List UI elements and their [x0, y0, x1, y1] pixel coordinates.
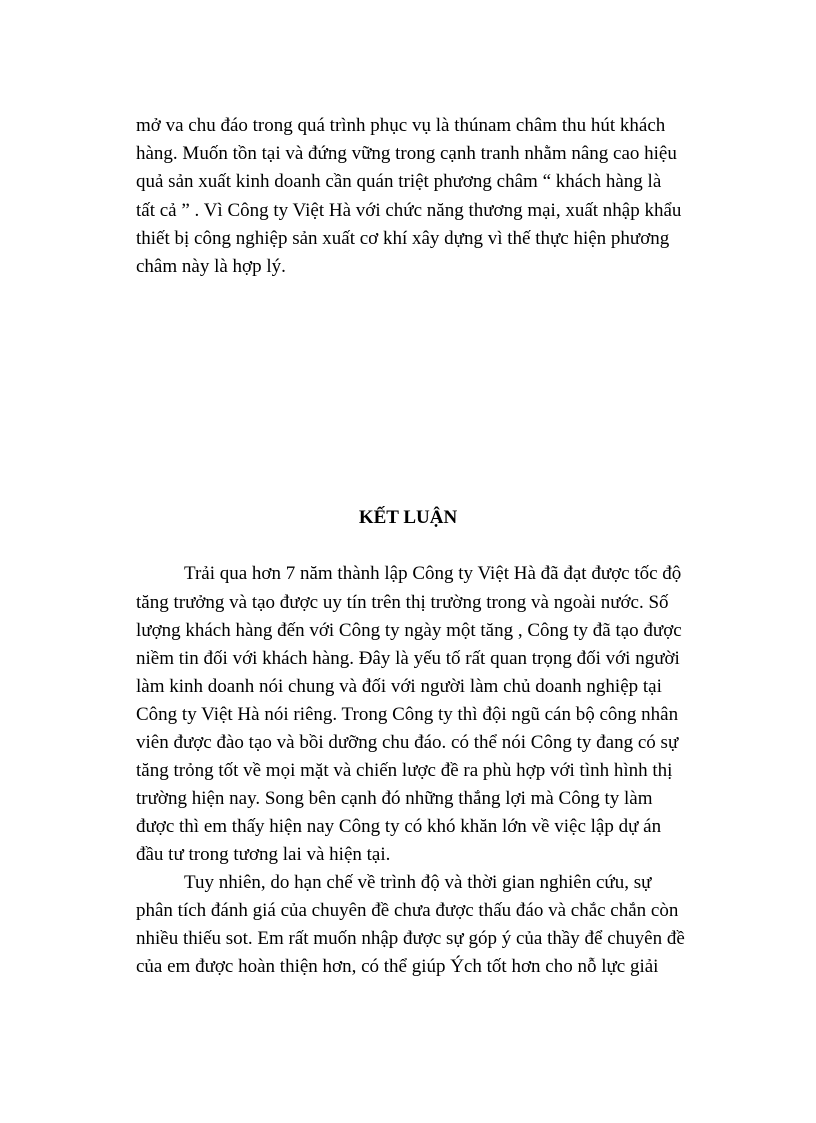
intro-line: quả sản xuất kinh doanh cần quán triệt phương châm “ khách hàng là: [136, 171, 662, 192]
intro-line: thiết bị công nghiệp sản xuất cơ khí xây dựng vì thế thực hiện phương: [136, 228, 670, 249]
paragraph-line: tăng trưởng và tạo được uy tín trên thị trường trong và ngoài nước. Số: [136, 592, 669, 613]
paragraph-line: Tuy nhiên, do hạn chế về trình độ và thời gian nghiên cứu, sự: [184, 872, 652, 893]
paragraph-line: Công ty Việt Hà nói riêng. Trong Công ty thì đội ngũ cán bộ công nhân: [136, 704, 679, 725]
intro-line: hàng. Muốn tồn tại và đứng vững trong cạnh tranh nhằm nâng cao hiệu: [136, 143, 677, 164]
paragraph-line: lượng khách hàng đến với Công ty ngày một tăng , Công ty đã tạo được: [136, 620, 682, 641]
paragraph-line: làm kinh doanh nói chung và đối với người làm chủ doanh nghiệp tại: [136, 676, 662, 697]
intro-line: châm này là hợp lý.: [136, 256, 286, 277]
intro-line: mở va chu đáo trong quá trình phục vụ là thúnam châm thu hút khách: [136, 115, 666, 136]
paragraph-line: đầu tư trong tương lai và hiện tại.: [136, 844, 391, 865]
paragraph-line: tăng trỏng tốt về mọi mặt và chiến lược đề ra phù hợp với tình hình thị: [136, 760, 673, 781]
conclusion-heading: KẾT LUẬN: [358, 507, 458, 528]
paragraph-line: trường hiện nay. Song bên cạnh đó những thắng lợi mà Công ty làm: [136, 788, 653, 809]
paragraph-line: phân tích đánh giá của chuyên đề chưa được thấu đáo và chắc chắn còn: [136, 900, 679, 921]
paragraph-line: được thì em thấy hiện nay Công ty có khó khăn lớn về việc lập dự án: [136, 816, 662, 837]
intro-line: tất cả ” . Vì Công ty Việt Hà với chức năng thương mại, xuất nhập khẩu: [136, 200, 682, 221]
paragraph-line: của em được hoàn thiện hơn, có thể giúp Ých tốt hơn cho nỗ lực giải: [136, 956, 659, 977]
paragraph-line: nhiều thiếu sot. Em rất muốn nhập được sự góp ý của thầy để chuyên đề: [136, 928, 685, 949]
paragraph-line: Trải qua hơn 7 năm thành lập Công ty Việt Hà đã đạt được tốc độ: [184, 563, 682, 584]
paragraph-line: niềm tin đối với khách hàng. Đây là yếu tố rất quan trọng đối với người: [136, 648, 680, 669]
paragraph-line: viên được đào tạo và bồi dưỡng chu đáo. có thể nói Công ty đang có sự: [136, 732, 679, 753]
